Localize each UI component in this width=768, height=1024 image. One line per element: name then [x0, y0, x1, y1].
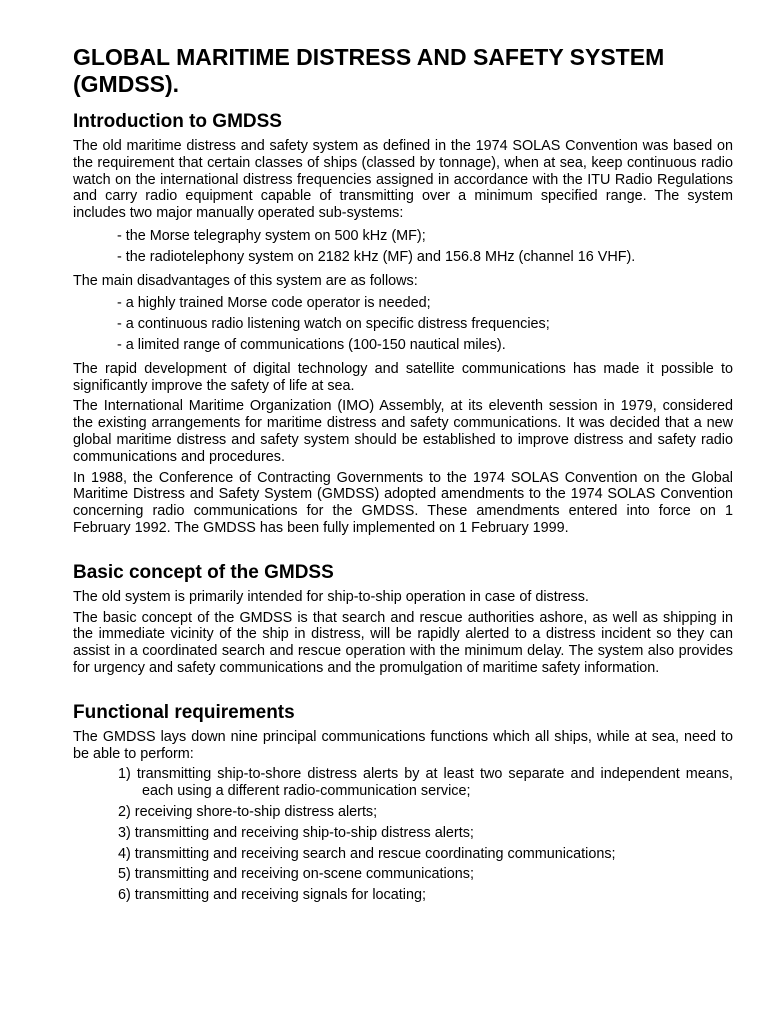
list-item: 1) transmitting ship-to-shore distress alerts by at least two separate and independent means, each using a different radio-communication service; — [118, 766, 733, 800]
list-item: - the Morse telegraphy system on 500 kHz (MF); — [117, 227, 426, 244]
list-item: 4) transmitting and receiving search and rescue coordinating communications; — [118, 845, 616, 862]
intro-paragraph-4: The International Maritime Organization (IMO) Assembly, at its eleventh session in 1979, considered the existing arrangements for maritime distress and safety communications. It was decided that a new global maritime distress and safety system should be established to improve distress and safety radio communications and procedures. — [73, 398, 733, 465]
list-item: 5) transmitting and receiving on-scene communications; — [118, 866, 474, 883]
basic-paragraph-2: The basic concept of the GMDSS is that search and rescue authorities ashore, as well as shipping in the immediate vicinity of the ship in distress, will be rapidly alerted to a distress incident so they can assist in a coordinated search and rescue operation with the minimum delay. The system also provides for urgency and safety communications and the promulgation of maritime safety information. — [73, 609, 733, 676]
list-item: - a limited range of communications (100-150 nautical miles). — [117, 336, 506, 353]
basic-paragraph-1: The old system is primarily intended for ship-to-ship operation in case of distress. — [73, 588, 589, 605]
intro-paragraph-5: In 1988, the Conference of Contracting Governments to the 1974 SOLAS Convention on the Global Maritime Distress and Safety System (GMDSS) adopted amendments to the 1974 SOLAS Convention concerning radio communications for the GMDSS. These amendments entered into force on 1 February 1992. The GMDSS has been fully implemented on 1 February 1999. — [73, 469, 733, 536]
section-heading-intro: Introduction to GMDSS — [73, 111, 282, 132]
list-item: - a continuous radio listening watch on specific distress frequencies; — [117, 316, 550, 333]
list-item: 2) receiving shore-to-ship distress alerts; — [118, 803, 378, 820]
subsystems-list — [73, 226, 733, 268]
list-item: 6) transmitting and receiving signals for locating; — [118, 887, 426, 904]
functions-list — [73, 766, 733, 904]
intro-paragraph-1: The old maritime distress and safety system as defined in the 1974 SOLAS Convention was based on the requirement that certain classes of ships (classed by tonnage), when at sea, keep continuous radio watch on the international distress frequencies assigned in accordance with the ITU Radio Regulations and carry radio equipment capable of transmitting over a minimum specified range. The system includes two major manually operated sub-systems: — [73, 138, 733, 222]
list-item: 3) transmitting and receiving ship-to-ship distress alerts; — [118, 824, 474, 841]
functional-paragraph-1: The GMDSS lays down nine principal communications functions which all ships, while at sea, need to be able to perform: — [73, 728, 733, 762]
list-item: - a highly trained Morse code operator is needed; — [117, 295, 431, 312]
section-heading-basic-concept: Basic concept of the GMDSS — [73, 561, 334, 583]
disadvantages-list — [73, 293, 733, 355]
intro-paragraph-3: The rapid development of digital technology and satellite communications has made it possible to significantly improve the safety of life at sea. — [73, 360, 733, 394]
list-item: - the radiotelephony system on 2182 kHz (MF) and 156.8 MHz (channel 16 VHF). — [117, 248, 636, 265]
document-title: GLOBAL MARITIME DISTRESS AND SAFETY SYSTEM (GMDSS). — [73, 44, 665, 97]
intro-paragraph-2: The main disadvantages of this system are as follows: — [73, 272, 418, 289]
section-heading-functional-requirements: Functional requirements — [73, 701, 295, 723]
